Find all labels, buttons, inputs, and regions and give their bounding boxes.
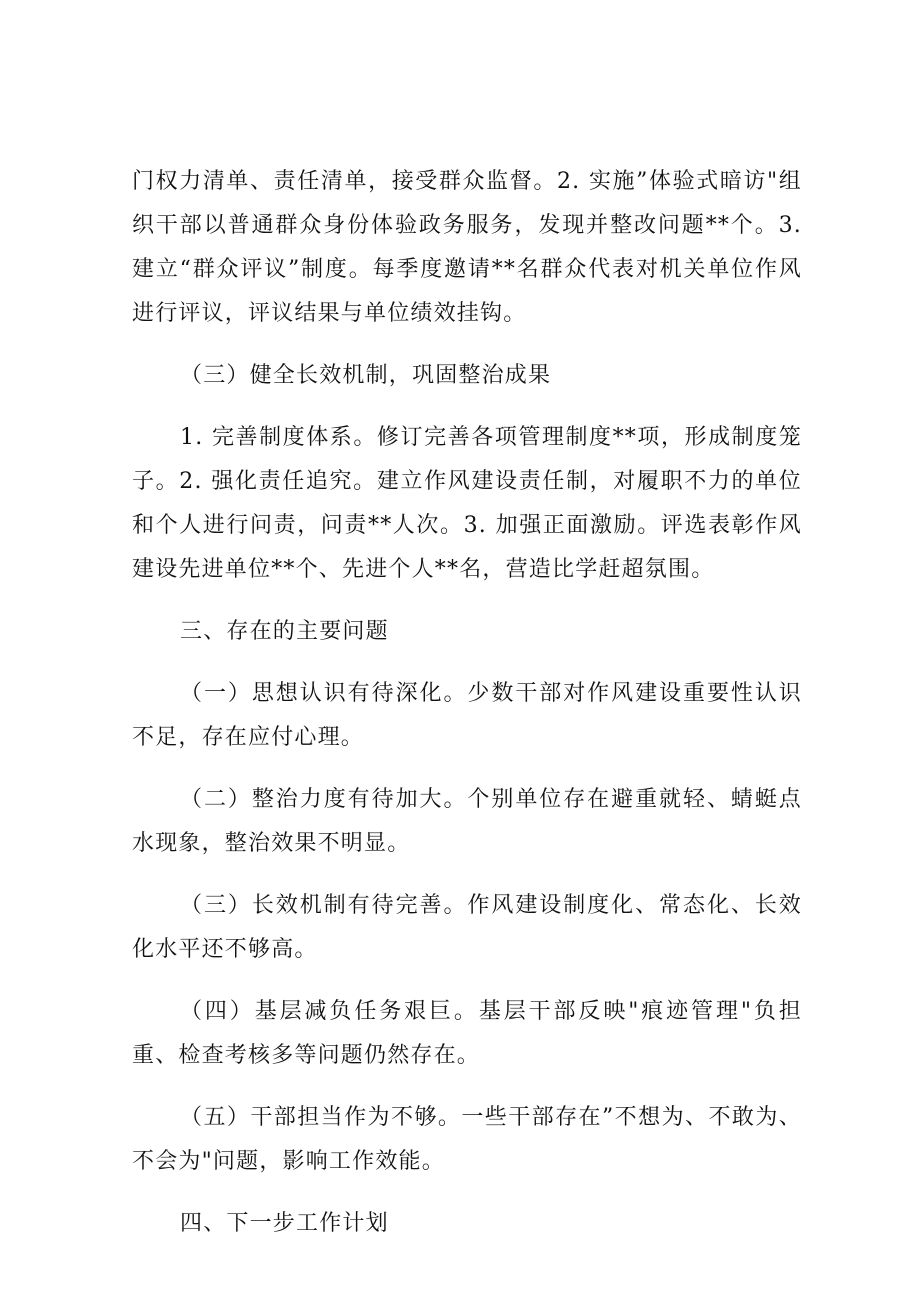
problem-item-5: （五）干部担当作为不够。一些干部存在”不想为、不敢为、不会为"问题，影响工作效能。 (132, 1105, 802, 1174)
section-heading-next-plan: 四、下一步工作计划 (180, 1211, 389, 1236)
problem-item-2: （二）整治力度有待加大。个别单位存在避重就轻、蜻蜓点水现象，整治效果不明显。 (132, 787, 802, 856)
problem-item-1: （一）思想认识有待深化。少数干部对作风建设重要性认识不足，存在应付心理。 (132, 681, 802, 750)
section-heading-main-problems: 三、存在的主要问题 (180, 619, 389, 644)
subheading-improve-long-term-mechanism: （三）健全长效机制，巩固整治成果 (180, 363, 552, 388)
paragraph-system-measures: 1. 完善制度体系。修订完善各项管理制度**项，形成制度笼子。2. 强化责任追究。建立作风建设责任制，对履职不力的单位和个人进行问责，问责**人次。3. 加强正面激励。评选表彰作风建设先进单位**个、先进个人**名，营造比学赶超氛围。 (132, 425, 802, 582)
paragraph-continuation: 门权力清单、责任清单，接受群众监督。2. 实施”体验式暗访"组织干部以普通群众身份体验政务服务，发现并整改问题**个。3. 建立“群众评议”制度。每季度邀请**名群众代表对机关单位作风进行评议，评议结果与单位绩效挂钩。 (132, 169, 802, 326)
document-body (132, 160, 802, 1264)
problem-item-4: （四）基层减负任务艰巨。基层干部反映"痕迹管理"负担重、检查考核多等问题仍然存在。 (132, 999, 802, 1068)
problem-item-3: （三）长效机制有待完善。作风建设制度化、常态化、长效化水平还不够高。 (132, 893, 802, 962)
